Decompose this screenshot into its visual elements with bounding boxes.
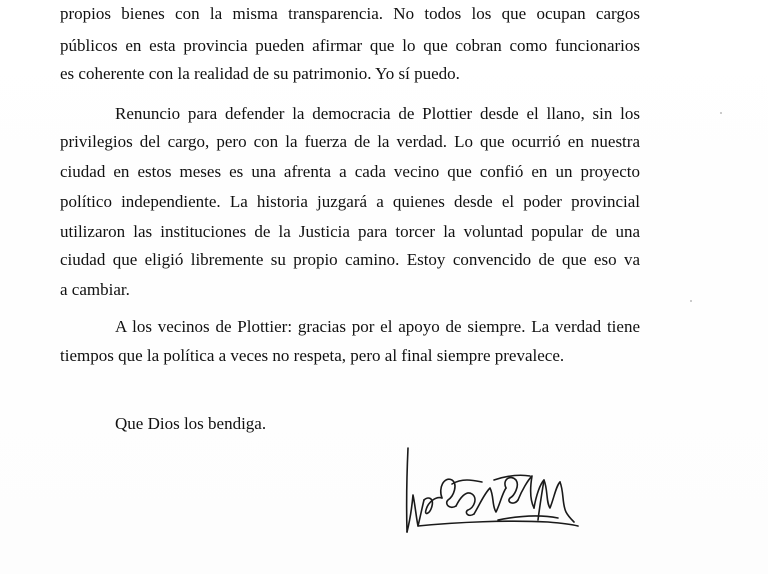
text-line: ciudad en estos meses es una afrenta a cada vecino que confió en un proyecto	[60, 162, 640, 181]
text-line: propios bienes con la misma transparencia. No todos los que ocupan cargos	[60, 4, 640, 23]
text-line: es coherente con la realidad de su patrimonio. Yo sí puedo.	[60, 64, 460, 83]
text-line: ciudad que eligió libremente su propio camino. Estoy convencido de que eso va	[60, 250, 640, 269]
paper-speck	[690, 300, 692, 302]
text-line: a cambiar.	[60, 280, 130, 299]
closing-line: Que Dios los bendiga.	[115, 414, 267, 433]
paper-speck	[720, 112, 722, 114]
text-line: privilegios del cargo, pero con la fuerza de la verdad. Lo que ocurrió en nuestra	[60, 132, 640, 151]
text-line: político independiente. La historia juzgará a quienes desde el poder provincial	[60, 192, 640, 211]
text-line: utilizaron las instituciones de la Justicia para torcer la voluntad popular de una	[60, 222, 640, 241]
text-line: tiempos que la política a veces no respeta, pero al final siempre prevalece.	[60, 346, 565, 365]
text-line: A los vecinos de Plottier: gracias por el apoyo de siempre. La verdad tiene	[115, 317, 640, 336]
handwritten-signature-icon	[398, 440, 580, 536]
text-line: Renuncio para defender la democracia de Plottier desde el llano, sin los	[115, 104, 640, 123]
text-line: públicos en esta provincia pueden afirmar que lo que cobran como funcionarios	[60, 36, 640, 55]
